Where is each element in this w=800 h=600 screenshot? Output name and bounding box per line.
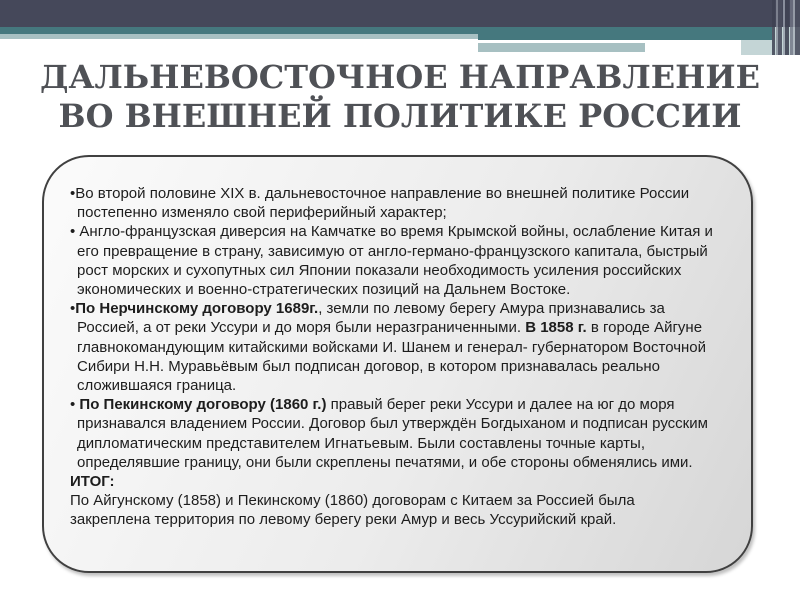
light-teal-stripe-mid xyxy=(478,43,645,52)
paragraph xyxy=(70,184,719,222)
paragraph xyxy=(70,299,719,395)
text-segment: правый берег реки Уссури и далее на юг до моря признавался владением России. Договор был утверждён Богдыханом и подписан русским дипломатическим представителем Игнатьевым. Были составлены точные карты, определявшие границу, они были скреплены печатями, и обе стороны обменялись ими. xyxy=(77,396,708,471)
bullet-marker: • xyxy=(70,300,76,318)
paragraph xyxy=(70,491,719,529)
bullet-marker: • xyxy=(70,185,76,202)
text-segment-bold: По Пекинскому договору (1860 г.) xyxy=(79,396,327,414)
corner-vertical-stripes xyxy=(748,0,800,55)
paragraph xyxy=(70,222,719,299)
text-segment-bold: ИТОГ: xyxy=(70,473,115,491)
text-segment: Англо-французская диверсия на Камчатке во время Крымской войны, ослабление Китая и его превращение в страну, зависимую от англо-германо-французского капитала, быстрый рост морских и сухопутных сил Японии показали необходимость усиления российских экономических и военно-стратегических позиций на Дальнем Востоке. xyxy=(77,223,713,299)
paragraph xyxy=(70,472,719,491)
text-segment: , земли по левому берегу Амура признавались за Россией, а от реки Уссури и до моря были неразграниченными. xyxy=(77,300,665,337)
top-navy-bar xyxy=(0,0,800,27)
vertical-stripe xyxy=(785,0,789,55)
text-segment-bold: По Нерчинскому договору 1689г. xyxy=(75,300,319,318)
slide-title xyxy=(0,58,800,136)
light-teal-stripe-left xyxy=(0,34,478,39)
paragraph xyxy=(70,395,719,472)
slide-title-line-2: ВО ВНЕШНЕЙ ПОЛИТИКЕ РОССИИ xyxy=(58,97,742,135)
vertical-stripe xyxy=(778,0,782,55)
content-paragraphs xyxy=(70,184,719,530)
text-segment: Во второй половине XIX в. дальневосточное направление во внешней политике России постепенно изменяло свой периферийный характер; xyxy=(75,185,690,222)
content-box xyxy=(42,155,753,573)
vertical-stripe xyxy=(795,0,800,55)
teal-stripe-left xyxy=(0,27,478,34)
text-segment-bold: В 1858 г. xyxy=(525,319,587,337)
vertical-stripe xyxy=(772,0,775,55)
text-segment: в городе Айгуне главнокомандующим китайскими войсками И. Шанем и генерал- губернатором Восточной Сибири Н.Н. Муравьёвым был подписан договор, в котором признавалась реально сложившаяся граница. xyxy=(77,319,707,395)
bullet-marker: • xyxy=(70,223,80,241)
bullet-marker: • xyxy=(70,396,80,414)
slide-title-line-1: ДАЛЬНЕВОСТОЧНОЕ НАПРАВЛЕНИЕ xyxy=(39,58,760,96)
text-segment: По Айгунскому (1858) и Пекинскому (1860) договорам с Китаем за Россией была закреплена территория по левому берегу реки Амур и весь Уссурийский край. xyxy=(70,492,635,529)
